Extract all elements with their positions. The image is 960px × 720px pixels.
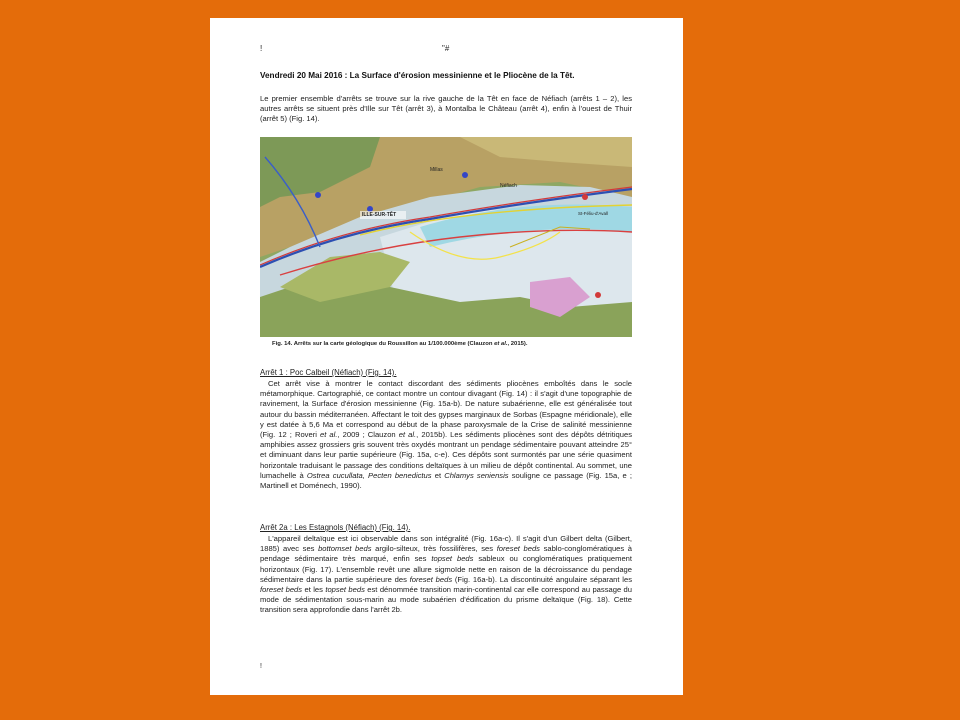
geological-map-figure bbox=[260, 137, 632, 337]
page-title: Vendredi 20 Mai 2016 : La Surface d'érosion messinienne et le Pliocène de la Têt. bbox=[260, 71, 575, 80]
figure-caption: Fig. 14. Arrêts sur la carte géologique du Roussillon au 1/100.000ème (Clauzon et al., 2015). bbox=[272, 341, 528, 347]
footer-mark: ! bbox=[260, 663, 262, 670]
header-left-mark: ! bbox=[260, 44, 263, 53]
document-page bbox=[210, 18, 683, 695]
map-label-ille: ILLE-SUR-TÊT bbox=[362, 212, 397, 218]
section-1-paragraph: Cet arrêt vise à montrer le contact discordant des sédiments pliocènes emboîtés dans le socle métamorphique. Cartographié, ce contact montre un contour divagant (Fig. 14) : il s'agit d'une topographie de ravinement, la Surface d'érosion messinienne (Fig. 15a-b). De nature subaérienne, elle est généralisée tout autour du bassin méditerranéen. Affectant le toit des gypses marginaux de Sorbas (Espagne méridionale), elle y est datée à 5,6 Ma et correspond au début de la phase paroxysmale de la Crise de salinité messinienne (Fig. 12 ; Roveri et al., 2009 ; Clauzon et al., 2015b). Les sédiments pliocènes sont des dépôts détritiques amphibies assez grossiers gris souvent très oxydés montrant un pendage sédimentaire pouvant atteindre 25° et diminuant dans leur partie supérieure (Fig. 15a, c-e). Ces dépôts sont surmontés par une série quasiment horizontale traduisant le passage des conditions deltaïques à un milieu de dépôt continental. Au sommet, une lumachelle à Ostrea cucullata, Pecten benedictus et Chlamys seniensis souligne ce passage (Fig. 15a, e ; Martinell et Doménech, 1990). bbox=[260, 379, 632, 491]
section-heading-arret-1: Arrêt 1 : Poc Calbeil (Néfiach) (Fig. 14). bbox=[260, 368, 397, 377]
section-2a-paragraph: L'appareil deltaïque est ici observable dans son intégralité (Fig. 16a-c). Il s'agit d'un Gilbert delta (Gilbert, 1885) avec ses bottomset beds argilo-silteux, très fossilifères, ses foreset beds sablo-conglomératiques à pendage sédimentaire très marqué, enfin ses topset beds sableux ou conglomératiques pratiquement horizontaux (Fig. 17). L'ensemble revêt une allure sigmoïde nette en raison de la décroissance du pendage sédimentaire dans la partie supérieure des foreset beds (Fig. 16a-b). La discontinuité angulaire séparant les foreset beds et les topset beds est dénommée transition marin-continental car elle correspond au passage du mode de sédimentation sous-marin au mode subaérien d'édification du prisme deltaïque (Fig. 18). Cette transition sera approfondie dans l'arrêt 2b. bbox=[260, 534, 633, 615]
map-label-millas: Millas bbox=[430, 167, 443, 173]
intro-paragraph: Le premier ensemble d'arrêts se trouve sur la rive gauche de la Têt en face de Néfiach (arrêts 1 – 2), les autres arrêts se situent près d'Ille sur Têt (arrêt 3), à Montalba le Château (arrêt 4), enfin à l'ouest de Thuir (arrêt 5) (Fig. 14). bbox=[260, 94, 632, 124]
map-label-st-feliu: St-Féliu-d'Avall bbox=[578, 211, 609, 216]
map-label-nefiach: Néfiach bbox=[500, 183, 517, 189]
header-right-mark: "# bbox=[442, 44, 450, 53]
section-heading-arret-2a: Arrêt 2a : Les Estagnols (Néfiach) (Fig. 14). bbox=[260, 523, 411, 532]
